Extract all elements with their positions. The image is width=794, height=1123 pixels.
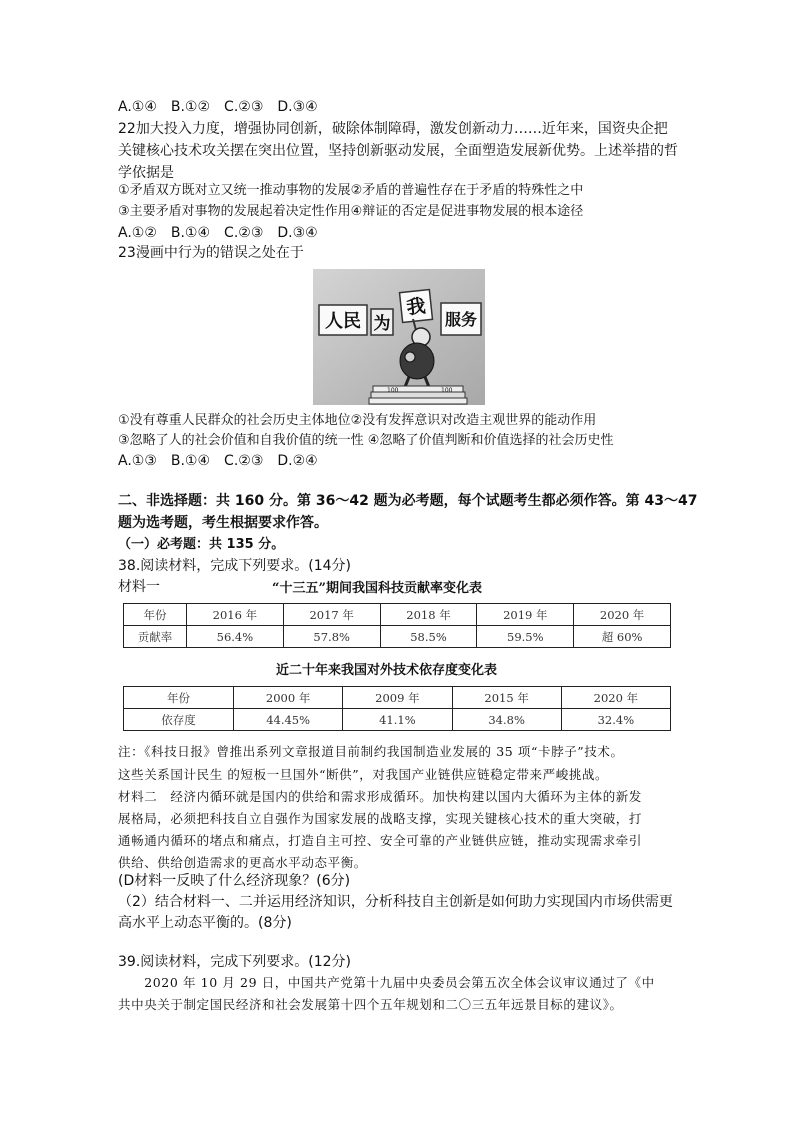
q39-material-line-2: 共中央关于制定国民经济和社会发展第十四个五年规划和二〇三五年远景目标的建议》。: [118, 997, 623, 1012]
figure-badge: [405, 352, 415, 362]
cartoon-background: [313, 269, 485, 405]
q22-stem-line-3: 学依据是: [118, 165, 174, 181]
q39-material-line-1: 2020 年 10 月 29 日，中国共产党第十九届中央委员会第五次全体会议审议通过了《中: [118, 975, 655, 990]
money-stack-layer-3: [369, 398, 467, 404]
q38-stem: 38.阅读材料，完成下列要求。(14分): [118, 558, 352, 574]
table1-header-row: [124, 604, 671, 626]
table-cell: 59.5%: [477, 626, 574, 648]
q22-stem-line-1: 22加大投入力度，增强协同创新，破除体制障碍，激发创新动力……近年来，国资央企把: [118, 121, 668, 137]
table2-title: 近二十年来我国对外技术依存度变化表: [276, 663, 498, 678]
sign-text-fuwu: 服务: [444, 310, 478, 329]
q23-cartoon: [313, 269, 485, 405]
q23-stem: 23漫画中行为的错误之处在于: [118, 245, 304, 261]
table-cell: 2018 年: [380, 604, 477, 626]
table2-data-row: [124, 709, 671, 731]
table2-dependence-rate: [123, 686, 671, 731]
table1-contribution-rate: [123, 603, 671, 648]
sign-text-wei: 为: [373, 314, 391, 334]
q38-material2-line-1: 材料二 经济内循环就是国内的供给和需求形成循环。加快构建以国内大循环为主体的新发: [118, 789, 643, 804]
table-cell: 2016 年: [187, 604, 284, 626]
q38-question-2-line-2: 高水平上动态平衡的。(8分): [118, 915, 292, 931]
table-cell: 56.4%: [187, 626, 284, 648]
table-cell: 2009 年: [343, 687, 452, 709]
table-cell: 44.45%: [234, 709, 343, 731]
table-cell: 58.5%: [380, 626, 477, 648]
q22-statement-2: ③主要矛盾对事物的发展起着决定性作用④辩证的否定是促进事物发展的根本途径: [118, 204, 584, 219]
q23-options: A.①③ B.①④ C.②③ D.②④: [118, 453, 318, 469]
table-cell: 2017 年: [283, 604, 380, 626]
part2-sub-heading: （一）必考题：共 135 分。: [118, 537, 285, 552]
table-cell: 57.8%: [283, 626, 380, 648]
table-cell: 2020 年: [574, 604, 671, 626]
part2-heading-line-2: 题为选考题，考生根据要求作答。: [118, 515, 328, 531]
part2-heading-line-1: 二、非选择题：共 160 分。第 36～42 题为必考题，每个试题考生都必须作答。第 43～47: [118, 493, 698, 509]
q39-stem: 39.阅读材料，完成下列要求。(12分): [118, 954, 352, 970]
table-cell: 32.4%: [561, 709, 670, 731]
table-cell: 2015 年: [452, 687, 561, 709]
table2-header-row: [124, 687, 671, 709]
q23-statement-2: ③忽略了人的社会价值和自我价值的统一性 ④忽略了价值判断和价值选择的社会历史性: [118, 433, 614, 448]
table1-data-row: [124, 626, 671, 648]
table-cell: 依存度: [124, 709, 234, 731]
q38-material2-line-4: 供给、供给创造需求的更高水平动态平衡。: [118, 855, 367, 870]
table-cell: 34.8%: [452, 709, 561, 731]
q22-options: A.①② B.①④ C.②③ D.③④: [118, 225, 318, 241]
q38-material2-line-3: 通畅通内循环的堵点和痛点，打造自主可控、安全可靠的产业链供应链，推动实现需求牵引: [118, 833, 643, 848]
money-label-1: 100: [387, 387, 399, 394]
table-cell: 超 60%: [574, 626, 671, 648]
table-cell: 年份: [124, 604, 187, 626]
table-cell: 41.1%: [343, 709, 452, 731]
table-cell: 贡献率: [124, 626, 187, 648]
money-label-2: 100: [441, 387, 453, 394]
q21-options: A.①④ B.①② C.②③ D.③④: [118, 99, 318, 115]
q38-material2-line-2: 展格局，必须把科技自立自强作为国家发展的战略支撑，实现关键核心技术的重大突破，打: [118, 811, 643, 826]
q38-note-line-1: 注：《科技日报》曾推出系列文章报道目前制约我国制造业发展的 35 项“卡脖子”技术。: [118, 744, 624, 759]
sign-text-wo: 我: [405, 295, 427, 319]
q22-stem-line-2: 关键核心技术攻关摆在突出位置，坚持创新驱动发展，全面塑造发展新优势。上述举措的哲: [118, 143, 678, 159]
table-cell: 2000 年: [234, 687, 343, 709]
table-cell: 2019 年: [477, 604, 574, 626]
sign-text-renmin: 人民: [325, 311, 361, 332]
table-cell: 年份: [124, 687, 234, 709]
q38-question-1: (D材料一反映了什么经济现象？(6分): [118, 873, 351, 889]
table-cell: 2020 年: [561, 687, 670, 709]
table1-title: “十三五”期间我国科技贡献率变化表: [272, 581, 482, 596]
q38-material1-label: 材料一: [118, 579, 160, 595]
q38-question-2-line-1: （2）结合材料一、二并运用经济知识，分析科技自主创新是如何助力实现国内市场供需更: [118, 894, 673, 910]
q38-note-line-2: 这些关系国计民生 的短板一旦国外“断供”，对我国产业链供应链稳定带来严峻挑战。: [118, 767, 609, 782]
q22-statement-1: ①矛盾双方既对立又统一推动事物的发展②矛盾的普遍性存在于矛盾的特殊性之中: [118, 183, 584, 198]
q23-statement-1: ①没有尊重人民群众的社会历史主体地位②没有发挥意识对改造主观世界的能动作用: [118, 413, 597, 428]
figure-body: [400, 343, 434, 379]
